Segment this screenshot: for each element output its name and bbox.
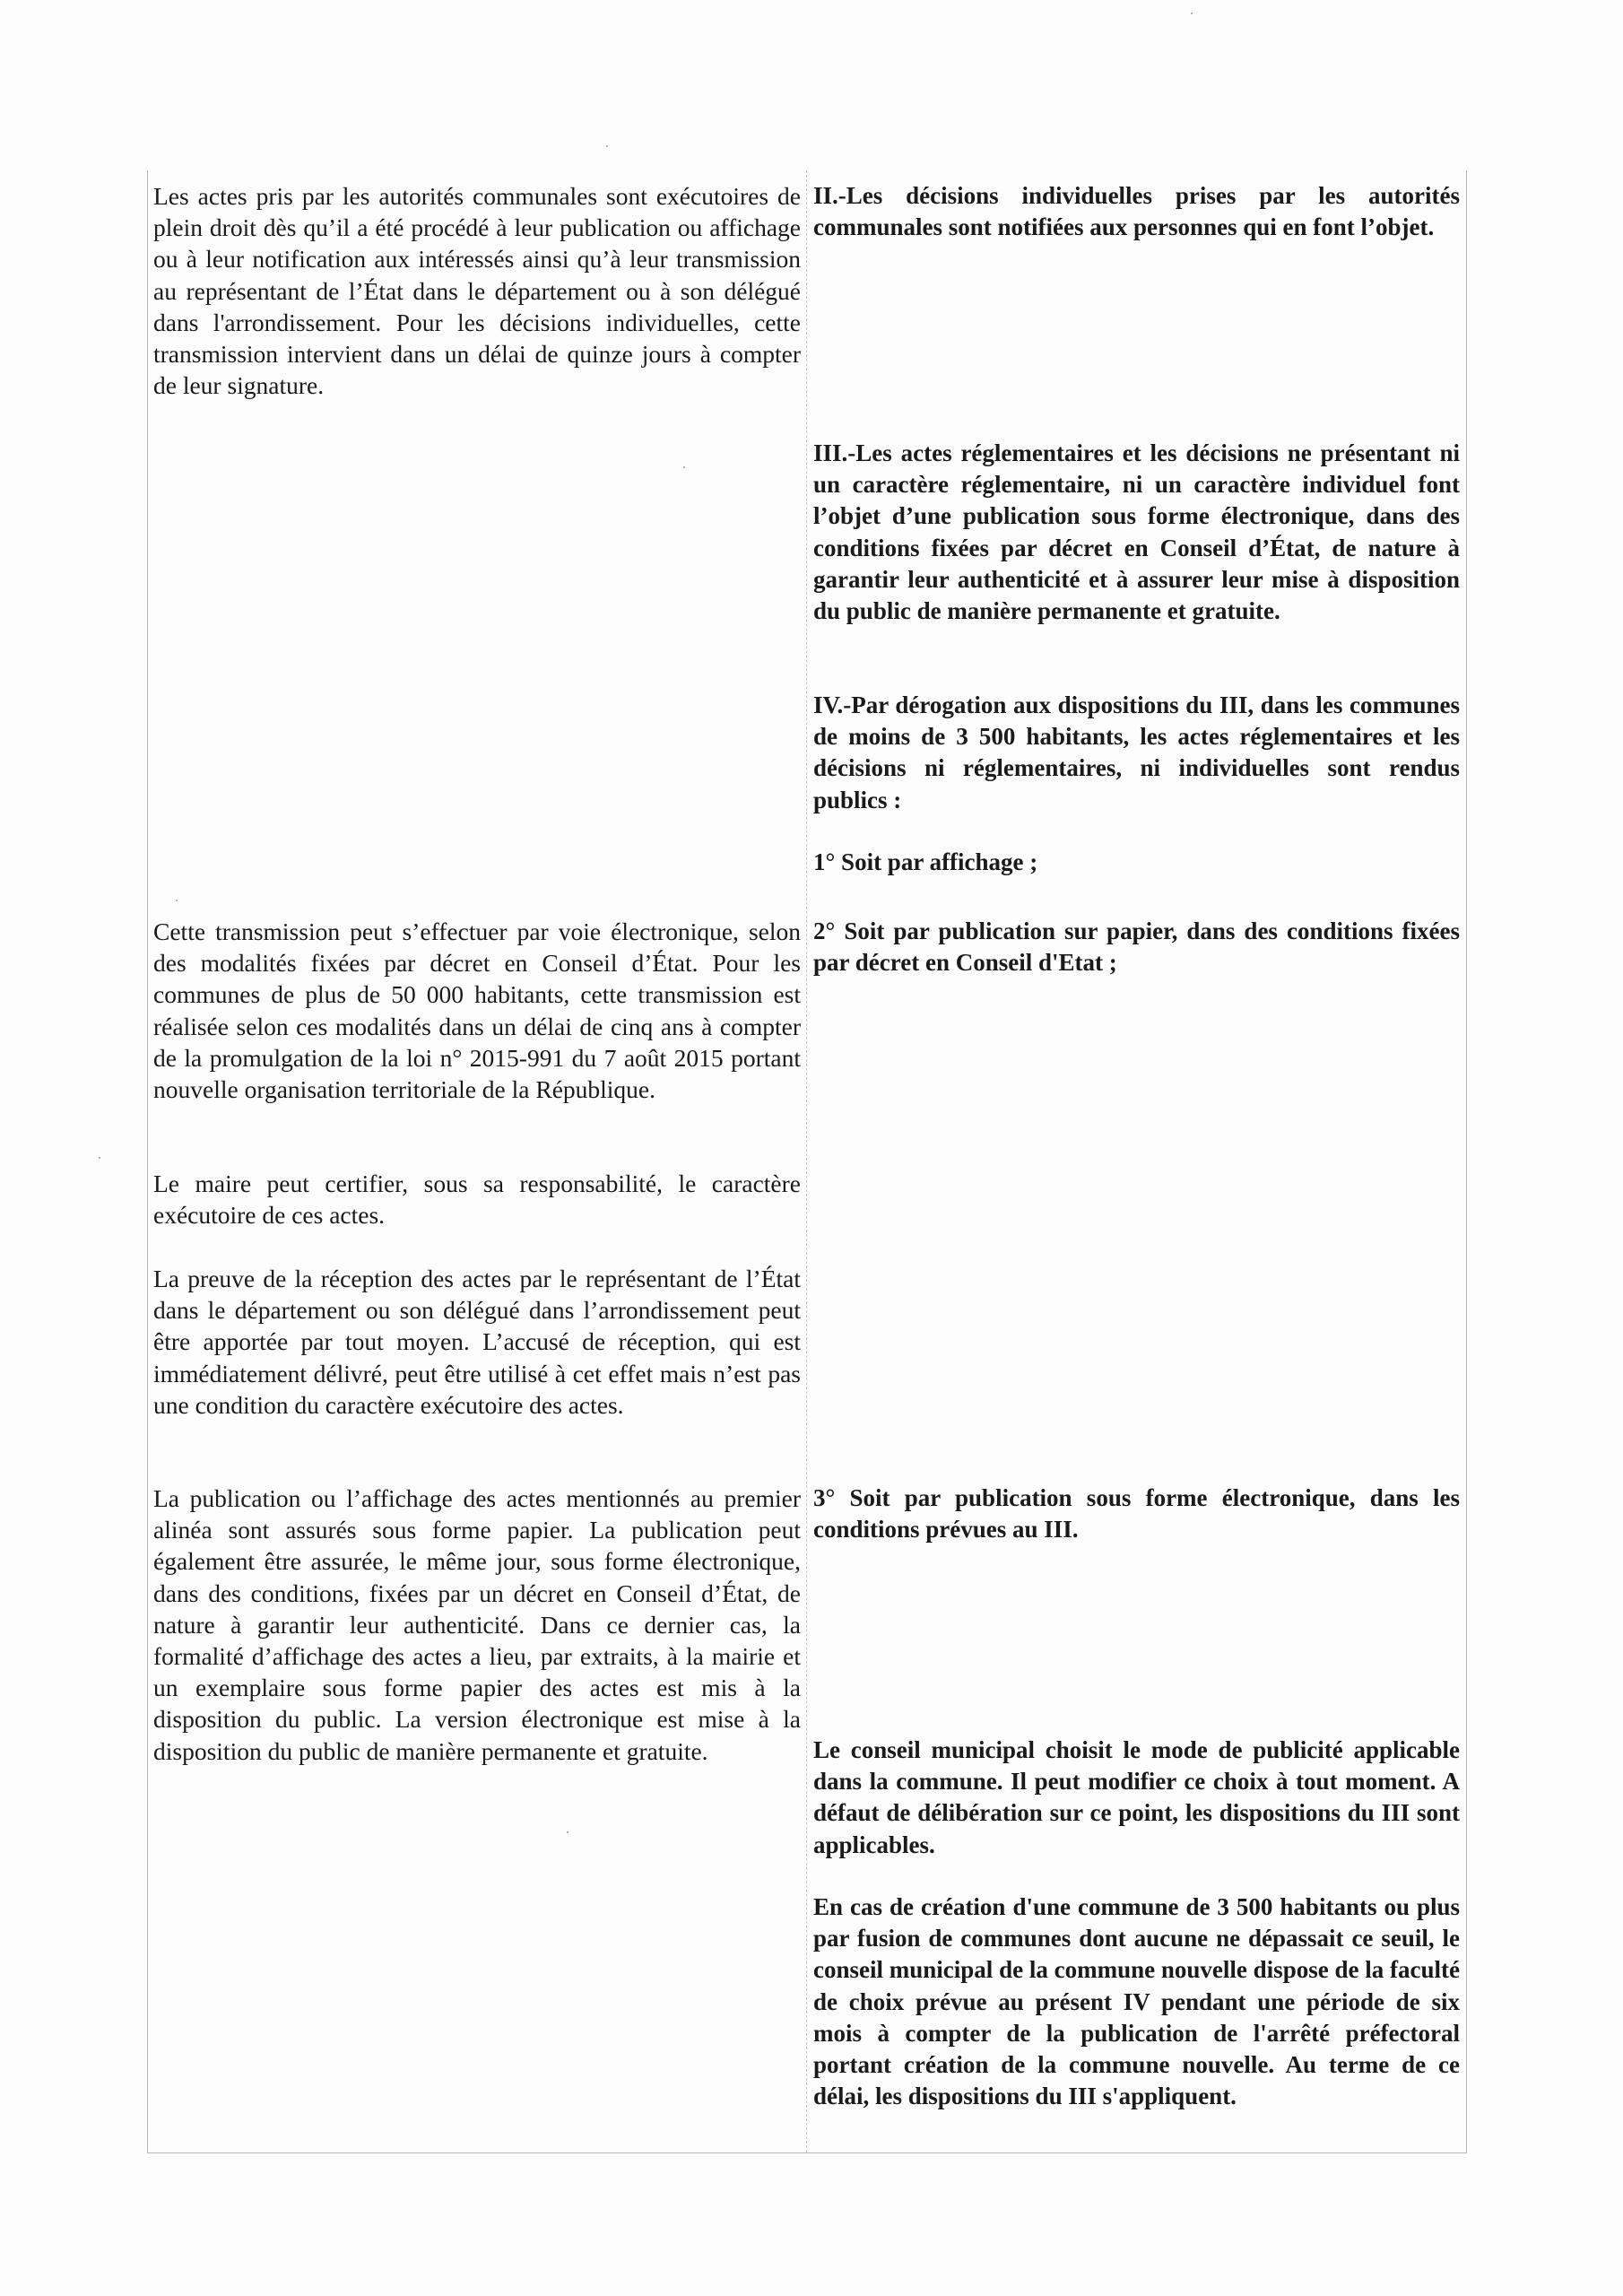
- right-paragraph: 1° Soit par affichage ;: [813, 848, 1038, 875]
- left-paragraph: Les actes pris par les autorités communales sont exécutoires de plein droit dès qu’il a été procédé à leur publication ou affichage ou à leur notification aux intéressés ainsi qu’à leur transmission au représentant de l’État dans le département ou à son délégué dans l'arrondissement. Pour les décisions individuelles, cette transmission intervient dans un délai de quinze jours à compter de leur signature.: [153, 182, 801, 400]
- right-paragraph: 3° Soit par publication sous forme électronique, dans les conditions prévues au III.: [813, 1484, 1460, 1544]
- scan-speck: [1191, 13, 1193, 14]
- left-paragraph: La publication ou l’affichage des actes mentionnés au premier alinéa sont assurés sous forme papier. La publication peut également être assurée, le même jour, sous forme électronique, dans des conditions, fixées par un décret en Conseil d’État, de nature à garantir leur authenticité. Dans ce dernier cas, la formalité d’affichage des actes a lieu, par extraits, à la mairie et un exemplaire sous forme papier des actes est mis à la disposition du public. La version électronique est mise à la disposition du public de manière permanente et gratuite.: [153, 1484, 801, 1765]
- scan-speck: [606, 145, 608, 147]
- right-paragraph: Le conseil municipal choisit le mode de publicité applicable dans la commune. Il peut modifier ce choix à tout moment. A défaut de délibération sur ce point, les dispositions du III sont applicables.: [813, 1736, 1460, 1858]
- right-paragraph: En cas de création d'une commune de 3 500 habitants ou plus par fusion de communes dont aucune ne dépassait ce seuil, le conseil municipal de la commune nouvelle dispose de la faculté de choix prévue au présent IV pendant une période de six mois à compter de la publication de l'arrêté préfectoral portant création de la commune nouvelle. Au terme de ce délai, les dispositions du III s'appliquent.: [813, 1893, 1460, 2110]
- right-paragraph: IV.-Par dérogation aux dispositions du III, dans les communes de moins de 3 500 habitants, les actes réglementaires et les décisions ni réglementaires, ni individuelles sont rendus publics :: [813, 691, 1460, 813]
- left-paragraph: La preuve de la réception des actes par le représentant de l’État dans le département ou son délégué dans l’arrondissement peut être apportée par tout moyen. L’accusé de réception, qui est immédiatement délivré, peut être utilisé à cet effet mais n’est pas une condition du caractère exécutoire des actes.: [153, 1265, 801, 1419]
- left-paragraph: Le maire peut certifier, sous sa responsabilité, le caractère exécutoire de ces actes.: [153, 1170, 801, 1230]
- right-paragraph: III.-Les actes réglementaires et les décisions ne présentant ni un caractère réglementaire, ni un caractère individuel font l’objet d’une publication sous forme électronique, dans des conditions fixées par décret en Conseil d’État, de nature à garantir leur authenticité et à assurer leur mise à disposition du public de manière permanente et gratuite.: [813, 439, 1460, 625]
- right-paragraph: 2° Soit par publication sur papier, dans des conditions fixées par décret en Conseil d'Etat ;: [813, 918, 1460, 977]
- left-paragraph: Cette transmission peut s’effectuer par voie électronique, selon des modalités fixées par décret en Conseil d’État. Pour les communes de plus de 50 000 habitants, cette transmission est réalisée selon ces modalités dans un délai de cinq ans à compter de la promulgation de la loi n° 2015-991 du 7 août 2015 portant nouvelle organisation territoriale de la République.: [153, 918, 801, 1104]
- scan-speck: [176, 900, 178, 901]
- scan-speck: [683, 466, 685, 468]
- right-paragraph: II.-Les décisions individuelles prises par les autorités communales sont notifiées aux personnes qui en font l’objet.: [813, 182, 1460, 241]
- scan-speck: [567, 1831, 568, 1833]
- scan-speck: [99, 1157, 100, 1159]
- column-divider: [806, 170, 807, 2152]
